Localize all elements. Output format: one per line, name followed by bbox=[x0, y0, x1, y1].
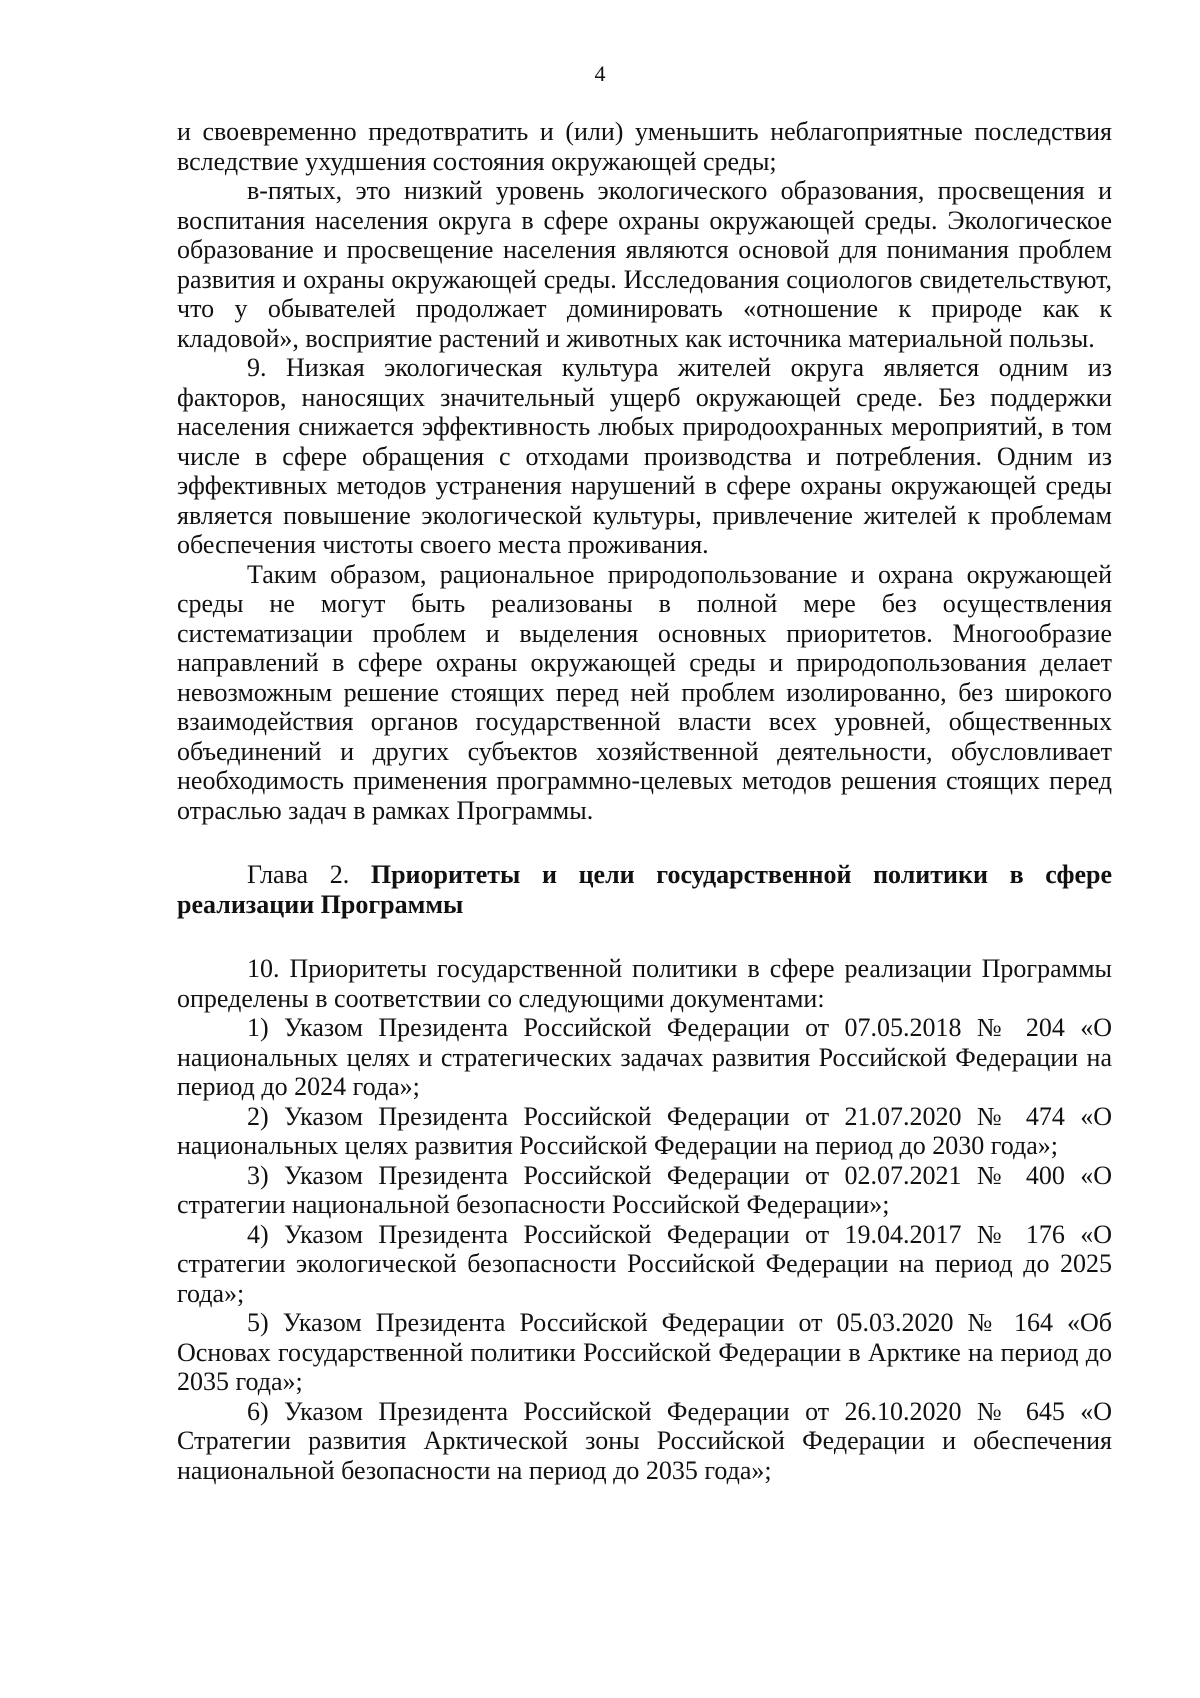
paragraph: и своевременно предотвратить и (или) уменьшить неблагоприятные последствия вследствие ухудшения состояния окружающей среды; bbox=[177, 117, 1112, 176]
paragraph: 10. Приоритеты государственной политики в сфере реализации Программы определены в соответствии со следующими документами: bbox=[177, 954, 1112, 1013]
document-body bbox=[177, 117, 1112, 1485]
chapter-label: Глава 2. bbox=[247, 860, 350, 889]
chapter-title: Приоритеты и цели государственной политики в сфере реализации Программы bbox=[177, 860, 1113, 919]
chapter-heading bbox=[177, 860, 1112, 919]
paragraph: 5) Указом Президента Российской Федерации от 05.03.2020 № 164 «Об Основах государственной политики Российской Федерации в Арктике на период до 2035 года»; bbox=[177, 1308, 1112, 1396]
paragraph: 2) Указом Президента Российской Федерации от 21.07.2020 № 474 «О национальных целях развития Российской Федерации на период до 2030 года»; bbox=[177, 1101, 1112, 1160]
paragraph: Таким образом, рациональное природопользование и охрана окружающей среды не могут быть реализованы в полной мере без осуществления систематизации проблем и выделения основных приоритетов. Многообразие направлений в сфере охраны окружающей среды и природопользования делает невозможным решение стоящих перед ней проблем изолированно, без широкого взаимодействия органов государственной власти всех уровней, общественных объединений и других субъектов хозяйственной деятельности, обусловливает необходимость применения программно-целевых методов решения стоящих перед отраслью задач в рамках Программы. bbox=[177, 559, 1112, 825]
paragraphs-before-chapter bbox=[177, 117, 1112, 825]
paragraph: 6) Указом Президента Российской Федерации от 26.10.2020 № 645 «О Стратегии развития Арктической зоны Российской Федерации и обеспечения национальной безопасности на период до 2035 года»; bbox=[177, 1396, 1112, 1485]
page-number: 4 bbox=[594, 61, 606, 86]
paragraph: в-пятых, это низкий уровень экологического образования, просвещения и воспитания населения округа в сфере охраны окружающей среды. Экологическое образование и просвещение населения являются основой для понимания проблем развития и охраны окружающей среды. Исследования социологов свидетельствуют, что у обывателей продолжает доминировать «отношение к природе как к кладовой», восприятие растений и животных как источника материальной пользы. bbox=[177, 176, 1112, 353]
paragraphs-after-chapter bbox=[177, 954, 1112, 1485]
paragraph: 1) Указом Президента Российской Федерации от 07.05.2018 № 204 «О национальных целях и стратегических задачах развития Российской Федерации на период до 2024 года»; bbox=[177, 1013, 1112, 1101]
paragraph: 9. Низкая экологическая культура жителей округа является одним из факторов, наносящих значительный ущерб окружающей среде. Без поддержки населения снижается эффективность любых природоохранных мероприятий, в том числе в сфере обращения с отходами производства и потребления. Одним из эффективных методов устранения нарушений в сфере охраны окружающей среды является повышение экологической культуры, привлечение жителей к проблемам обеспечения чистоты своего места проживания. bbox=[177, 353, 1112, 559]
paragraph: 4) Указом Президента Российской Федерации от 19.04.2017 № 176 «О стратегии экологической безопасности Российской Федерации на период до 2025 года»; bbox=[177, 1219, 1112, 1308]
paragraph: 3) Указом Президента Российской Федерации от 02.07.2021 № 400 «О стратегии национальной безопасности Российской Федерации»; bbox=[177, 1160, 1112, 1219]
